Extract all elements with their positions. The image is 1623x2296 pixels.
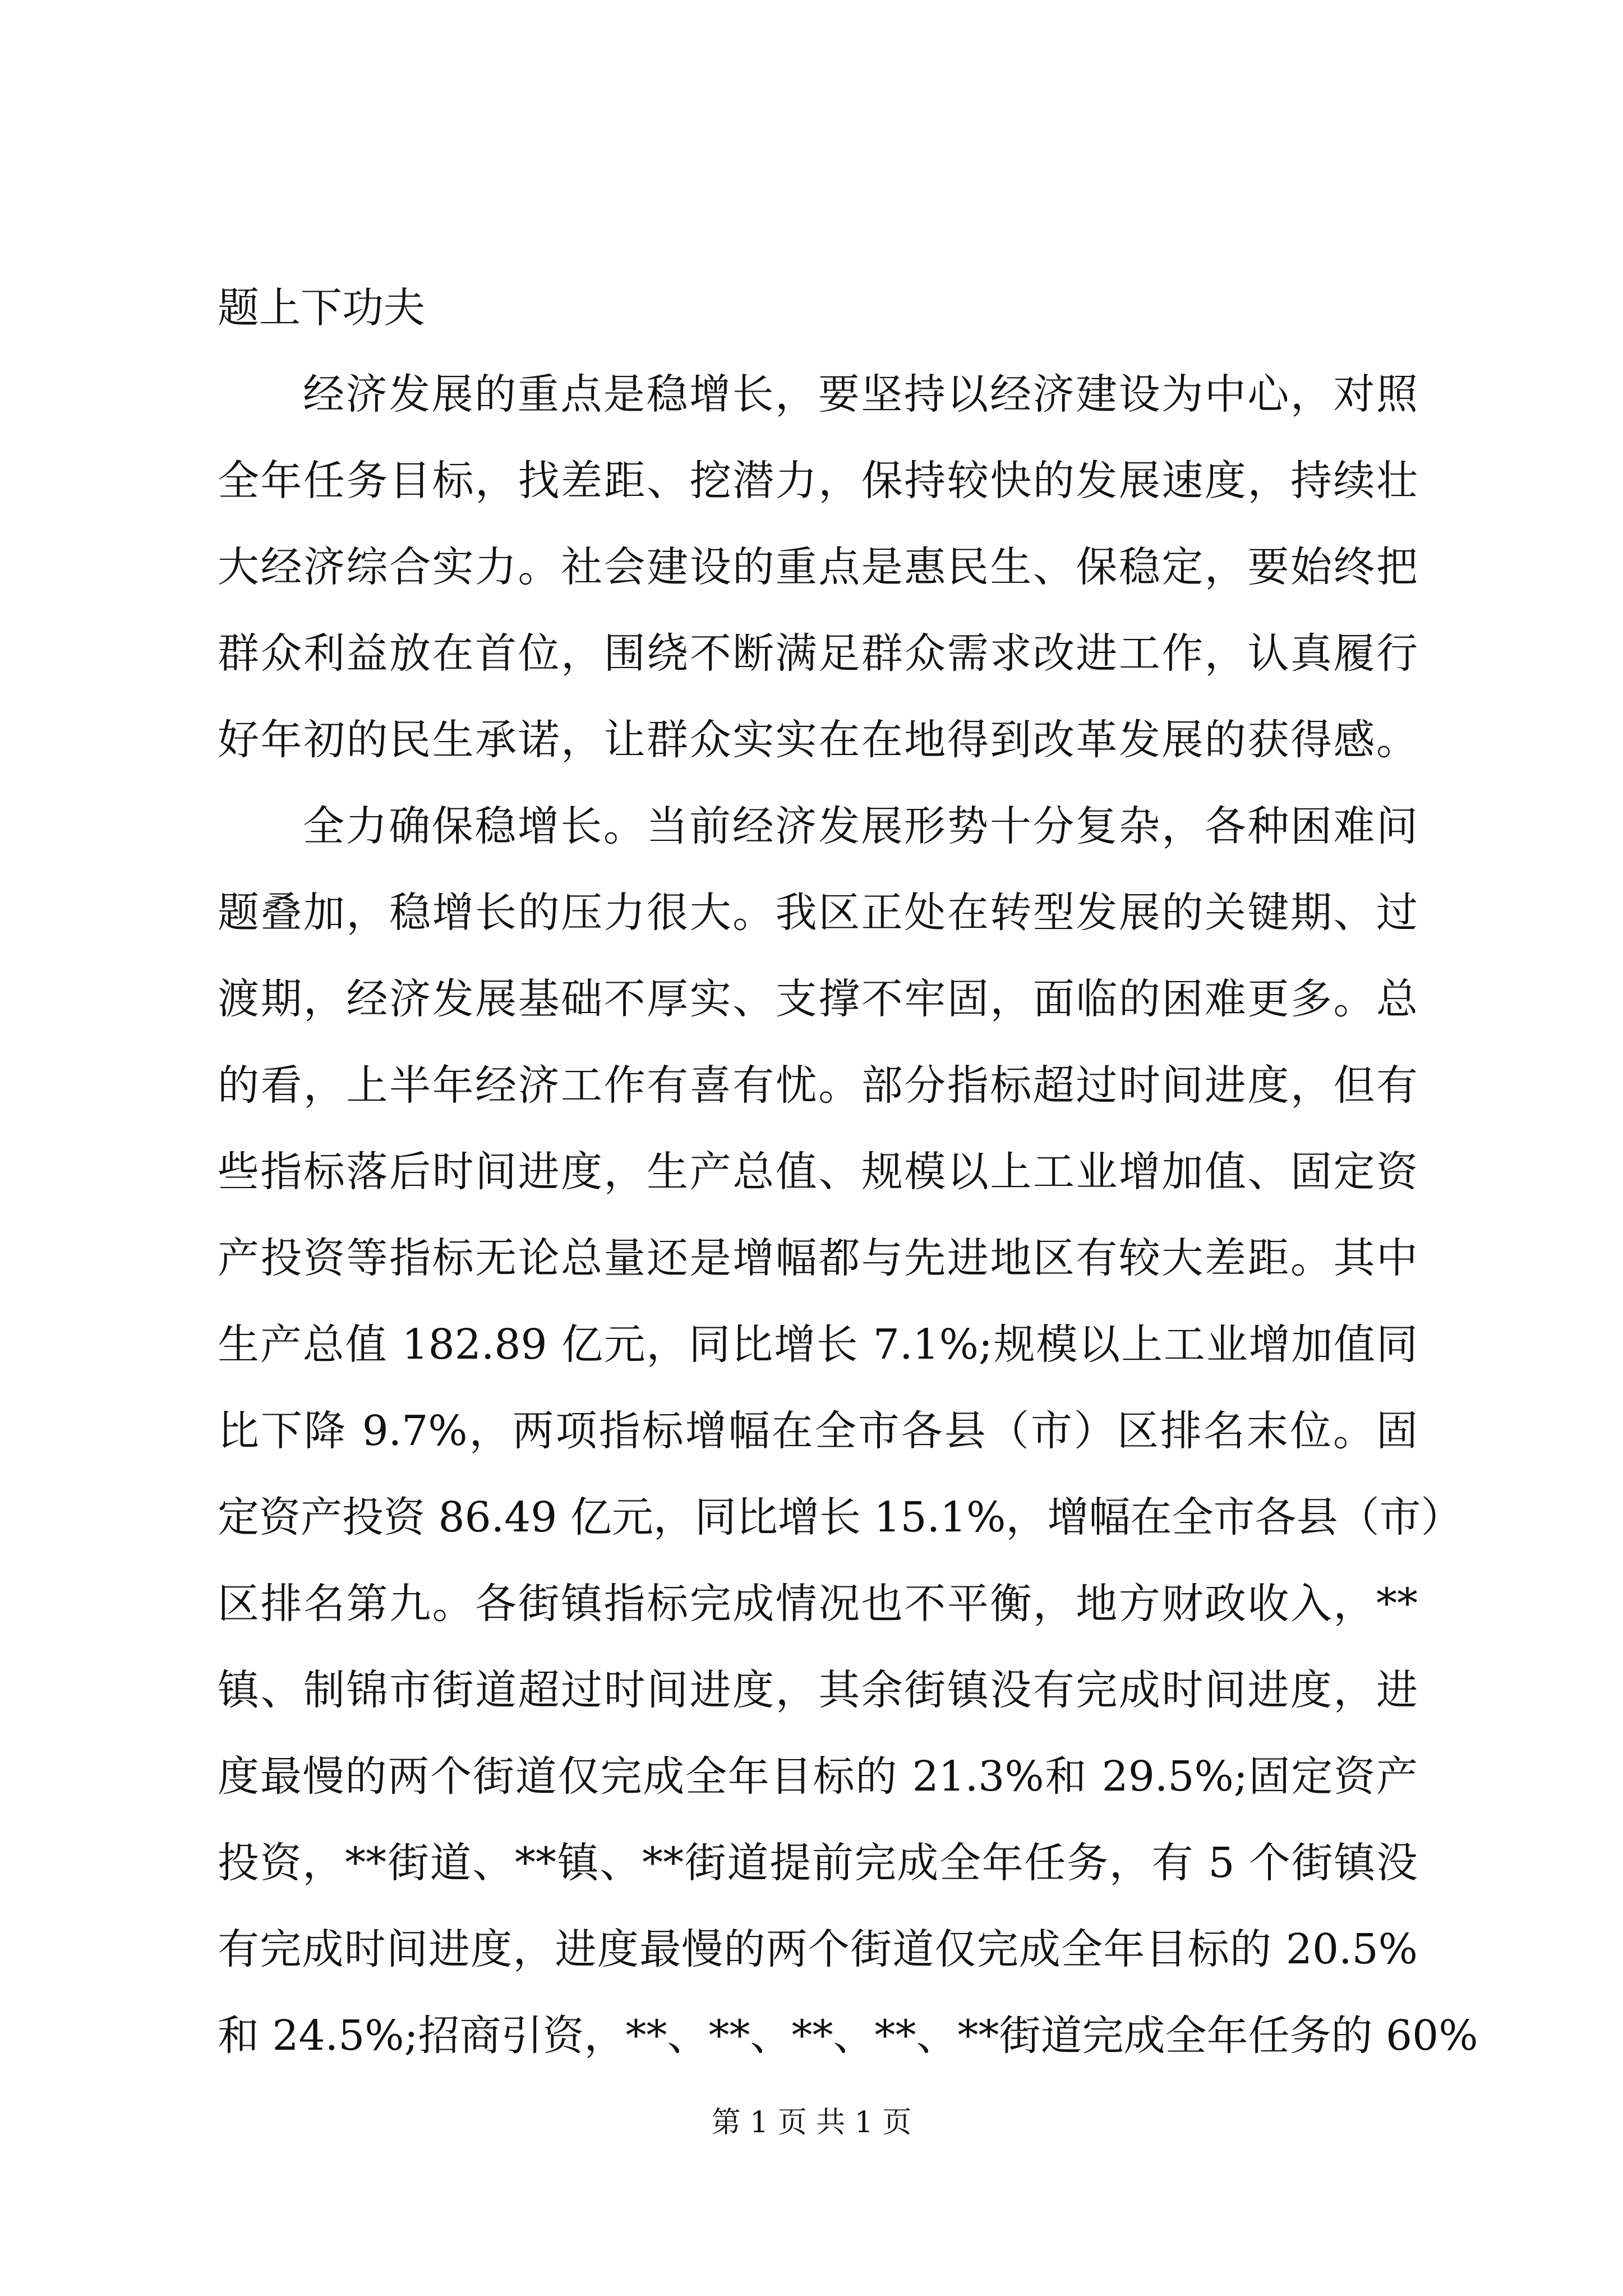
paragraph-line: 定资产投资 86.49 亿元，同比增长 15.1%，增幅在全市各县（市） [218, 1493, 1463, 1542]
paragraph-line: 区排名第九。各街镇指标完成情况也不平衡，地方财政收入，** [218, 1580, 1418, 1628]
paragraph-line: 全力确保稳增长。当前经济发展形势十分复杂，各种困难问 [303, 802, 1418, 850]
paragraph-line: 好年初的民生承诺，让群众实实在在地得到改革发展的获得感。 [218, 716, 1418, 764]
paragraph-line: 生产总值 182.89 亿元，同比增长 7.1%;规模以上工业增加值同 [218, 1320, 1418, 1369]
page-number-label: 第 1 页 共 1 页 [711, 2106, 912, 2139]
page-footer [0, 2102, 1623, 2143]
paragraph-line: 群众利益放在首位，围绕不断满足群众需求改进工作，认真履行 [218, 629, 1418, 678]
paragraph-line: 些指标落后时间进度，生产总值、规模以上工业增加值、固定资 [218, 1148, 1418, 1196]
paragraph-line: 度最慢的两个街道仅完成全年目标的 21.3%和 29.5%;固定资产 [218, 1752, 1418, 1801]
paragraph-line: 投资，**街道、**镇、**街道提前完成全年任务，有 5 个街镇没 [218, 1839, 1418, 1887]
paragraph-line: 大经济综合实力。社会建设的重点是惠民生、保稳定，要始终把 [218, 543, 1418, 591]
paragraph-line: 经济发展的重点是稳增长，要坚持以经济建设为中心，对照 [303, 370, 1418, 418]
paragraph-line: 题叠加，稳增长的压力很大。我区正处在转型发展的关键期、过 [218, 889, 1418, 937]
text-line: 题上下功夫 [218, 284, 425, 332]
paragraph-line: 和 24.5%;招商引资，**、**、**、**、**街道完成全年任务的 60% [218, 2012, 1478, 2060]
paragraph-line: 镇、制锦市街道超过时间进度，其余街镇没有完成时间进度，进 [218, 1666, 1418, 1714]
paragraph-line: 的看，上半年经济工作有喜有忧。部分指标超过时间进度，但有 [218, 1061, 1418, 1110]
paragraph-line: 有完成时间进度，进度最慢的两个街道仅完成全年目标的 20.5% [218, 1925, 1418, 1973]
paragraph-line: 全年任务目标，找差距、挖潜力，保持较快的发展速度，持续壮 [218, 457, 1418, 505]
paragraph-line: 渡期，经济发展基础不厚实、支撑不牢固，面临的困难更多。总 [218, 975, 1418, 1023]
paragraph-line: 比下降 9.7%，两项指标增幅在全市各县（市）区排名末位。固 [218, 1407, 1418, 1455]
paragraph-line: 产投资等指标无论总量还是增幅都与先进地区有较大差距。其中 [218, 1234, 1418, 1282]
document-body [218, 265, 1478, 2079]
